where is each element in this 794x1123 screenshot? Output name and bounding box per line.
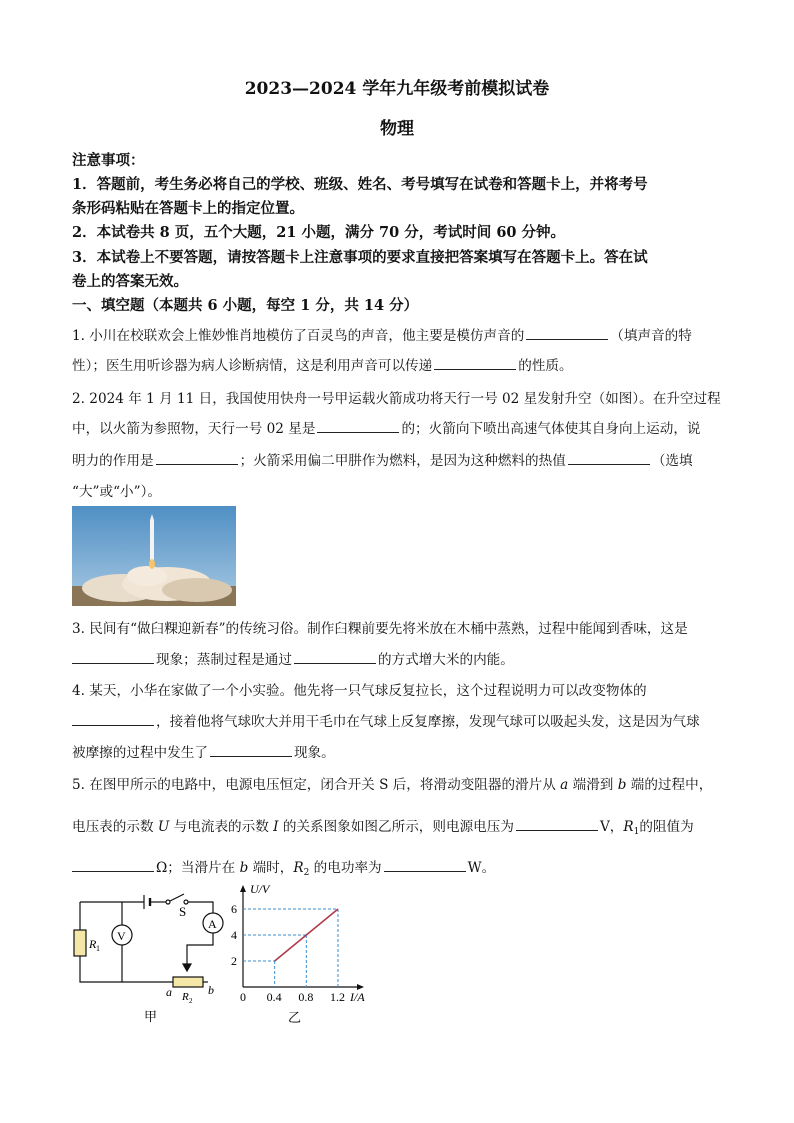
- notice-item-1-line-2: 条形码粘贴在答题卡上的指定位置。: [72, 200, 304, 217]
- q5-text-b: 端滑到: [568, 777, 618, 793]
- answer-blank: [72, 651, 154, 664]
- q5-end-b: b: [617, 777, 627, 793]
- q4-text-a: ，接着他将气球吹大并用干毛巾在气球上反复摩擦，发现气球可以吸起头发，这是因为气球: [156, 714, 700, 730]
- question-5-line-2: [72, 815, 694, 837]
- rocket-launch-photo: [72, 506, 236, 606]
- question-1-line-1: [72, 324, 692, 344]
- answer-blank: [568, 452, 650, 465]
- question-5-line-3: [72, 856, 495, 878]
- y-tick-label: 2: [231, 954, 237, 968]
- q3-text-b: 的方式增大米的内能。: [377, 652, 514, 668]
- q5-text-i: Ω；当滑片在: [156, 860, 240, 876]
- switch-blade: [170, 894, 184, 901]
- r1-subscript: 1: [96, 944, 100, 953]
- q5-var-r1-sub: 1: [633, 827, 640, 837]
- slider-arrow: [183, 964, 191, 971]
- q2-text-a: 中，以火箭为参照物，天行一号 02 星是: [72, 421, 316, 437]
- q5-text-c: 端的过程中，: [626, 777, 713, 793]
- q5-text-d: 电压表的示数: [72, 819, 158, 835]
- question-1-line-2: [72, 354, 573, 374]
- q2-text-b: 的；火箭向下喷出高速气体使其自身向上运动，说: [401, 421, 701, 437]
- question-4-line-3: [72, 741, 335, 761]
- q5-text-f: 的关系图象如图乙所示，则电源电压为: [278, 819, 514, 835]
- q1-text-a: 1. 小川在校联欢会上惟妙惟肖地模仿了百灵鸟的声音，他主要是模仿声音的: [72, 328, 525, 344]
- q5-text-g: V，: [599, 819, 624, 835]
- question-4-line-2: [72, 710, 700, 730]
- figure-jia-caption: 甲: [144, 1009, 158, 1024]
- q1-text-d: 的性质。: [518, 358, 573, 374]
- q2-text-d: ；火箭采用偏二甲肼作为燃料，是因为这种燃料的热值: [239, 453, 566, 469]
- q5-text-e: 与电流表的示数: [169, 819, 274, 835]
- question-3-line-1: 3. 民间有“做臼粿迎新春”的传统习俗。制作臼粿前要先将米放在木桶中蒸熟，过程中能闻到香味，这是: [72, 621, 688, 637]
- notice-item-2: 2．本试卷共 8 页，五个大题，21 小题，满分 70 分，考试时间 60 分钟。: [72, 224, 566, 241]
- answer-blank: [72, 713, 154, 726]
- answer-blank: [434, 357, 516, 370]
- q5-end-a: a: [560, 777, 569, 793]
- answer-blank: [526, 327, 608, 340]
- q5-text-l: W。: [467, 860, 496, 876]
- y-axis-arrow: [240, 885, 246, 892]
- figure-yi-caption: 乙: [288, 1010, 302, 1025]
- subject-title: 物理: [380, 119, 414, 139]
- q5-text-j: 端时，: [248, 860, 294, 876]
- q5-end-b-2: b: [239, 860, 249, 876]
- x-axis-label: I/A: [350, 990, 365, 1004]
- switch-contact-left: [166, 900, 170, 904]
- y-tick-label: 6: [231, 902, 237, 916]
- answer-blank: [516, 818, 598, 831]
- r2-subscript: 2: [189, 997, 193, 1005]
- answer-blank: [294, 651, 376, 664]
- x-tick-label: 0.8: [298, 990, 314, 1004]
- q3-text-a: 现象；蒸制过程是通过: [156, 652, 292, 668]
- resistor-r2: [173, 977, 203, 987]
- answer-blank: [384, 859, 466, 872]
- exam-title: 2023—2024 学年九年级考前模拟试卷: [244, 79, 550, 99]
- q5-text-h: 的阻值为: [639, 819, 694, 835]
- answer-blank: [156, 452, 238, 465]
- x-tick-label: 0.4: [266, 990, 282, 1004]
- x-tick-label: 1.2: [330, 990, 345, 1004]
- switch-label: S: [179, 904, 187, 919]
- q5-text-k: 的电功率为: [309, 860, 382, 876]
- y-axis-label: U/V: [250, 882, 270, 896]
- q5-text-a: 5. 在图甲所示的电路中，电源电压恒定，闭合开关 S 后，将滑动变阻器的滑片从: [72, 777, 561, 793]
- q1-text-b: （填声音的特: [610, 328, 692, 344]
- q2-text-c: 明力的作用是: [72, 453, 154, 469]
- notice-item-1-line-1: 1．答题前，考生务必将自己的学校、班级、姓名、考号填写在试卷和答题卡上，并将考号: [72, 176, 648, 193]
- section-1-heading: 一、填空题（本题共 6 小题，每空 1 分，共 14 分）: [72, 297, 419, 314]
- q4-text-b: 被摩擦的过程中发生了: [72, 745, 208, 761]
- circuit-wire-top-right: [188, 902, 213, 913]
- q5-var-u: U: [157, 819, 170, 835]
- q2-text-e: （选填: [651, 453, 693, 469]
- question-3-line-2: [72, 648, 514, 668]
- circuit-diagram: [70, 885, 235, 1025]
- answer-blank: [72, 859, 154, 872]
- question-2-line-3: [72, 449, 693, 469]
- q5-var-r1: R: [623, 819, 634, 835]
- q4-text-c: 现象。: [293, 745, 335, 761]
- r2-label: R: [182, 991, 189, 1003]
- x-tick-label: 0: [240, 990, 246, 1004]
- resistor-r1: [74, 930, 86, 956]
- notice-heading: 注意事项：: [72, 152, 145, 169]
- end-a-label: a: [166, 985, 172, 999]
- end-b-label: b: [208, 983, 214, 997]
- answer-blank: [317, 420, 399, 433]
- ui-graph: [226, 878, 386, 1028]
- question-4-line-1: 4. 某天，小华在家做了一个小实验。他先将一只气球反复拉长，这个过程说明力可以改变物体的: [72, 683, 647, 699]
- y-tick-label: 4: [231, 928, 237, 942]
- question-2-line-2: [72, 417, 701, 437]
- question-2-line-1: 2. 2024 年 1 月 11 日，我国使用快舟一号甲运载火箭成功将天行一号 02 星发射升空（如图）。在升空过程: [72, 391, 721, 407]
- q5-var-r2-sub: 2: [303, 868, 310, 878]
- r1-label: R: [89, 937, 97, 951]
- q5-var-i: I: [273, 819, 279, 835]
- answer-blank: [210, 744, 292, 757]
- notice-item-3-line-2: 卷上的答案无效。: [72, 273, 188, 290]
- question-5-line-1: [72, 773, 712, 793]
- notice-item-3-line-1: 3．本试卷上不要答题，请按答题卡上注意事项的要求直接把答案填写在答题卡上。答在试: [72, 249, 648, 266]
- question-2-line-4: “大”或“小”）。: [72, 484, 161, 500]
- q1-text-c: 性）；医生用听诊器为病人诊断病情，这是利用声音可以传递: [72, 358, 433, 374]
- ammeter-label: A: [208, 917, 217, 931]
- voltmeter-label: V: [117, 929, 126, 943]
- q5-var-r2: R: [293, 860, 304, 876]
